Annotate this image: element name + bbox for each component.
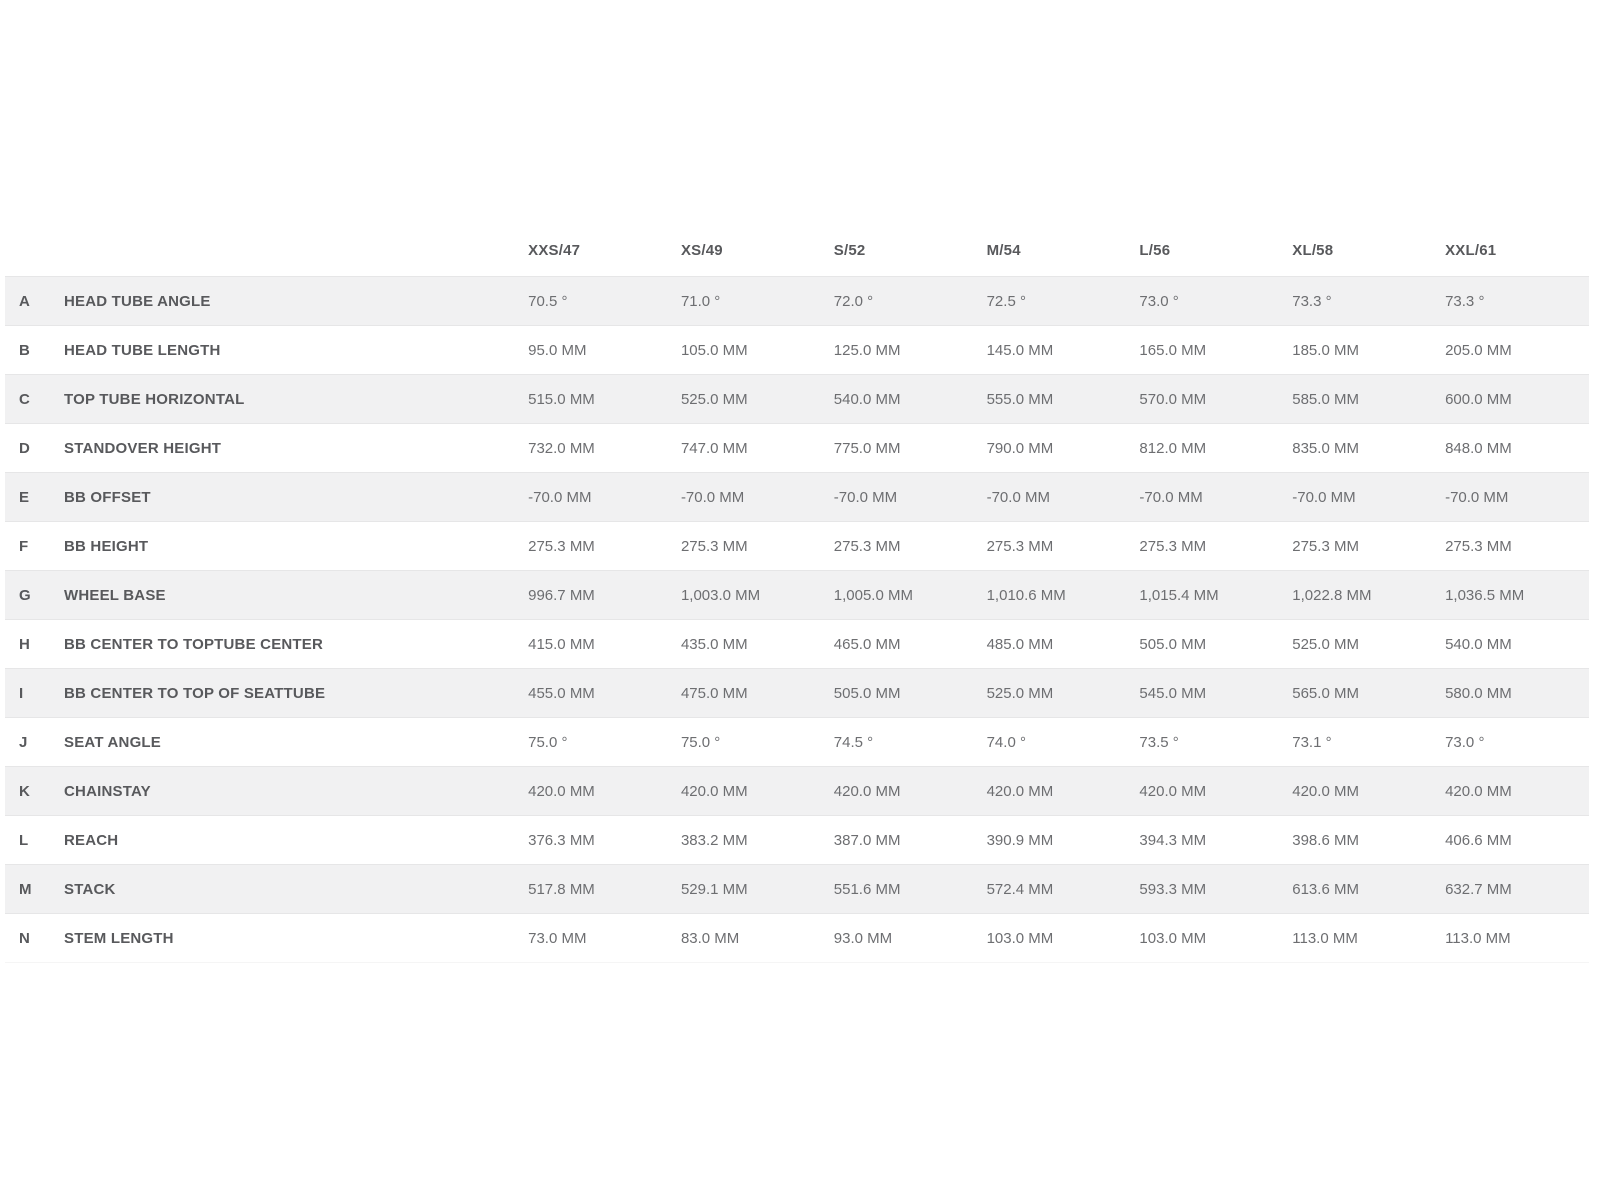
table-row xyxy=(5,571,1589,620)
row-label: STACK xyxy=(64,880,116,898)
header-label-spacer xyxy=(53,225,519,277)
geometry-value: 73.1 ° xyxy=(1292,733,1332,751)
geometry-value: 73.3 ° xyxy=(1445,292,1485,310)
geometry-value: 72.5 ° xyxy=(986,292,1026,310)
row-label: WHEEL BASE xyxy=(64,586,166,604)
geometry-value: 74.0 ° xyxy=(986,733,1026,751)
geometry-value: 420.0 MM xyxy=(833,782,901,800)
row-label: HEAD TUBE LENGTH xyxy=(64,341,221,359)
geometry-value: 565.0 MM xyxy=(1292,684,1359,702)
table-row xyxy=(5,522,1589,571)
geometry-value: 420.0 MM xyxy=(1139,782,1207,800)
table-row xyxy=(5,816,1589,865)
geometry-value: 505.0 MM xyxy=(1139,635,1207,653)
geometry-value: 406.6 MM xyxy=(1445,831,1512,849)
row-label: BB HEIGHT xyxy=(64,537,149,555)
row-letter: H xyxy=(19,635,31,653)
row-label: HEAD TUBE ANGLE xyxy=(64,292,211,310)
geometry-value: 790.0 MM xyxy=(986,439,1054,457)
geometry-value: 275.3 MM xyxy=(680,537,748,555)
geometry-value: 848.0 MM xyxy=(1445,439,1512,457)
size-column-header: S/52 xyxy=(833,242,866,259)
size-column-header: L/56 xyxy=(1139,242,1171,259)
geometry-value: -70.0 MM xyxy=(528,488,592,506)
size-column-header: M/54 xyxy=(986,242,1021,259)
row-letter: L xyxy=(19,831,29,849)
geometry-value: 70.5 ° xyxy=(528,292,568,310)
geometry-value: 517.8 MM xyxy=(528,880,595,898)
geometry-value: 525.0 MM xyxy=(986,684,1054,702)
geometry-value: 585.0 MM xyxy=(1292,390,1359,408)
geometry-value: 485.0 MM xyxy=(986,635,1054,653)
geometry-value: 205.0 MM xyxy=(1445,341,1512,359)
geometry-value: 732.0 MM xyxy=(528,439,595,457)
geometry-value: 275.3 MM xyxy=(986,537,1054,555)
geometry-value: 1,005.0 MM xyxy=(833,586,913,604)
geometry-value: 383.2 MM xyxy=(680,831,748,849)
geometry-value: 812.0 MM xyxy=(1139,439,1207,457)
table-row xyxy=(5,326,1589,375)
row-letter: D xyxy=(19,439,31,457)
geometry-value: 420.0 MM xyxy=(1292,782,1359,800)
geometry-table-header xyxy=(5,225,1589,277)
geometry-value: 73.0 ° xyxy=(1445,733,1485,751)
table-row xyxy=(5,767,1589,816)
geometry-value: 632.7 MM xyxy=(1445,880,1512,898)
geometry-value: 73.0 MM xyxy=(528,929,587,947)
geometry-value: 420.0 MM xyxy=(680,782,748,800)
size-column-header: XS/49 xyxy=(680,242,723,259)
geometry-value: 125.0 MM xyxy=(833,341,901,359)
geometry-value: 93.0 MM xyxy=(833,929,893,947)
table-row xyxy=(5,718,1589,767)
row-letter: K xyxy=(19,782,31,800)
row-label: BB CENTER TO TOPTUBE CENTER xyxy=(64,635,324,653)
row-label: SEAT ANGLE xyxy=(64,733,162,751)
geometry-value: 387.0 MM xyxy=(833,831,901,849)
size-column-header: XL/58 xyxy=(1292,242,1334,259)
row-label: CHAINSTAY xyxy=(64,782,151,800)
geometry-value: 75.0 ° xyxy=(528,733,568,751)
geometry-value: 83.0 MM xyxy=(680,929,740,947)
geometry-value: 420.0 MM xyxy=(1445,782,1512,800)
geometry-value: 415.0 MM xyxy=(528,635,595,653)
header-letter-spacer xyxy=(5,225,53,277)
row-label: STANDOVER HEIGHT xyxy=(64,439,222,457)
row-letter: N xyxy=(19,929,31,947)
table-row xyxy=(5,277,1589,326)
geometry-value: 570.0 MM xyxy=(1139,390,1207,408)
geometry-value: -70.0 MM xyxy=(680,488,745,506)
geometry-value: 555.0 MM xyxy=(986,390,1054,408)
row-label: REACH xyxy=(64,831,119,849)
geometry-value: 1,022.8 MM xyxy=(1292,586,1372,604)
geometry-value: 747.0 MM xyxy=(680,439,748,457)
geometry-value: 529.1 MM xyxy=(680,880,748,898)
geometry-value: 103.0 MM xyxy=(1139,929,1207,947)
geometry-value: 435.0 MM xyxy=(680,635,748,653)
geometry-value: 275.3 MM xyxy=(1445,537,1512,555)
row-letter: I xyxy=(19,684,24,702)
geometry-value: 145.0 MM xyxy=(986,341,1054,359)
geometry-value: 465.0 MM xyxy=(833,635,901,653)
geometry-table xyxy=(5,225,1589,963)
geometry-value: 540.0 MM xyxy=(1445,635,1512,653)
geometry-value: -70.0 MM xyxy=(1292,488,1356,506)
geometry-value: 551.6 MM xyxy=(833,880,901,898)
geometry-value: 593.3 MM xyxy=(1139,880,1207,898)
geometry-value: 275.3 MM xyxy=(1292,537,1359,555)
geometry-value: 775.0 MM xyxy=(833,439,901,457)
geometry-value: 73.3 ° xyxy=(1292,292,1332,310)
geometry-value: 165.0 MM xyxy=(1139,341,1207,359)
row-letter: B xyxy=(19,341,31,359)
row-letter: M xyxy=(19,880,32,898)
geometry-value: -70.0 MM xyxy=(833,488,898,506)
table-row xyxy=(5,375,1589,424)
table-row xyxy=(5,424,1589,473)
row-letter: F xyxy=(19,537,29,555)
geometry-value: 505.0 MM xyxy=(833,684,901,702)
geometry-table-body xyxy=(5,277,1589,963)
table-row xyxy=(5,620,1589,669)
geometry-value: 420.0 MM xyxy=(986,782,1054,800)
geometry-value: 1,010.6 MM xyxy=(986,586,1066,604)
geometry-value: 525.0 MM xyxy=(680,390,748,408)
geometry-value: 185.0 MM xyxy=(1292,341,1359,359)
size-column-header: XXS/47 xyxy=(528,242,581,259)
geometry-value: 455.0 MM xyxy=(528,684,595,702)
geometry-value: 475.0 MM xyxy=(680,684,748,702)
geometry-value: 71.0 ° xyxy=(680,292,721,310)
geometry-value: -70.0 MM xyxy=(986,488,1050,506)
geometry-value: 600.0 MM xyxy=(1445,390,1512,408)
row-label: BB CENTER TO TOP OF SEATTUBE xyxy=(64,684,326,702)
geometry-value: 113.0 MM xyxy=(1292,929,1358,947)
geometry-value: 420.0 MM xyxy=(528,782,595,800)
table-row xyxy=(5,473,1589,522)
size-column-header: XXL/61 xyxy=(1445,242,1497,259)
geometry-value: 613.6 MM xyxy=(1292,880,1359,898)
geometry-value: 525.0 MM xyxy=(1292,635,1359,653)
geometry-value: 74.5 ° xyxy=(833,733,874,751)
geometry-value: 835.0 MM xyxy=(1292,439,1359,457)
geometry-value: 73.0 ° xyxy=(1139,292,1179,310)
row-label: BB OFFSET xyxy=(64,488,151,506)
geometry-value: 73.5 ° xyxy=(1139,733,1179,751)
geometry-value: 376.3 MM xyxy=(528,831,595,849)
table-row xyxy=(5,914,1589,963)
geometry-value: 113.0 MM xyxy=(1445,929,1511,947)
geometry-value: 390.9 MM xyxy=(986,831,1054,849)
geometry-value: 275.3 MM xyxy=(833,537,901,555)
geometry-value: 103.0 MM xyxy=(986,929,1054,947)
geometry-value: 540.0 MM xyxy=(833,390,901,408)
geometry-value: 1,036.5 MM xyxy=(1445,586,1525,604)
geometry-value: 275.3 MM xyxy=(528,537,595,555)
geometry-value: 996.7 MM xyxy=(528,586,595,604)
geometry-value: 1,015.4 MM xyxy=(1139,586,1219,604)
geometry-value: -70.0 MM xyxy=(1139,488,1203,506)
row-letter: J xyxy=(19,733,28,751)
row-letter: G xyxy=(19,586,31,604)
geometry-value: 572.4 MM xyxy=(986,880,1054,898)
geometry-value: 75.0 ° xyxy=(680,733,721,751)
geometry-value: 1,003.0 MM xyxy=(680,586,761,604)
geometry-value: 515.0 MM xyxy=(528,390,595,408)
row-label: STEM LENGTH xyxy=(64,929,174,947)
row-letter: A xyxy=(19,292,31,310)
geometry-value: 72.0 ° xyxy=(833,292,874,310)
geometry-value: 398.6 MM xyxy=(1292,831,1359,849)
geometry-value: -70.0 MM xyxy=(1445,488,1509,506)
geometry-value: 545.0 MM xyxy=(1139,684,1207,702)
geometry-value: 580.0 MM xyxy=(1445,684,1512,702)
table-row xyxy=(5,669,1589,718)
header-row xyxy=(5,225,1589,277)
geometry-value: 95.0 MM xyxy=(528,341,587,359)
row-letter: C xyxy=(19,390,31,408)
table-row xyxy=(5,865,1589,914)
geometry-value: 394.3 MM xyxy=(1139,831,1207,849)
row-letter: E xyxy=(19,488,30,506)
geometry-value: 105.0 MM xyxy=(680,341,748,359)
row-label: TOP TUBE HORIZONTAL xyxy=(64,390,245,408)
geometry-value: 275.3 MM xyxy=(1139,537,1207,555)
